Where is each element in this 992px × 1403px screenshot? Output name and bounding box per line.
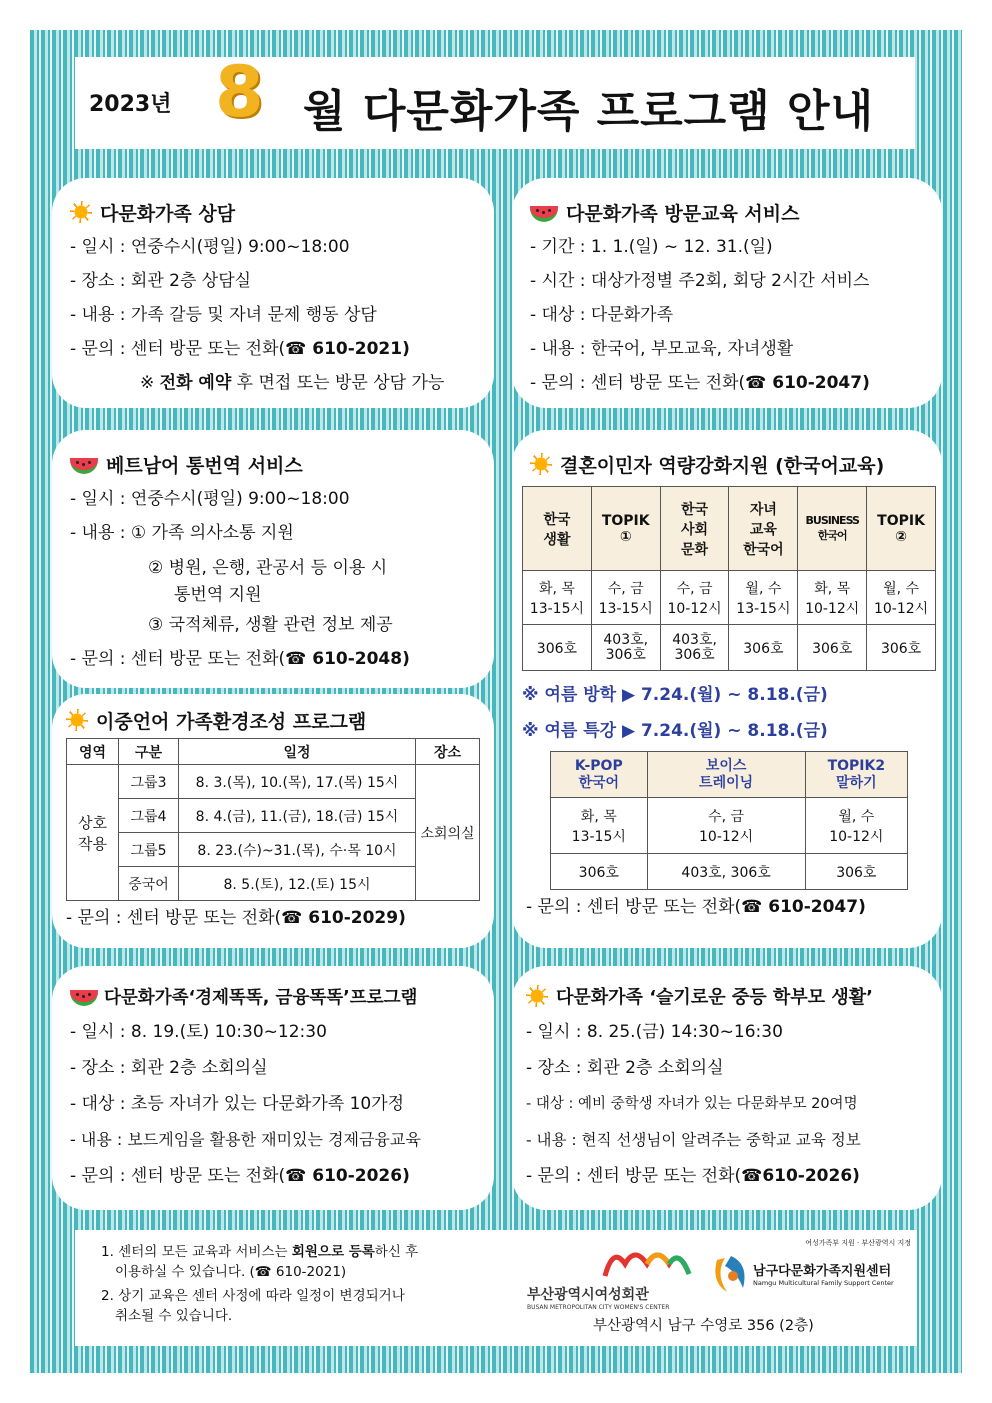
table-header: 보이스 트레이닝 bbox=[647, 752, 805, 798]
contact-phone: ☎ 610-2048) bbox=[285, 649, 410, 669]
table-cell: 중국어 bbox=[119, 867, 179, 901]
table-header: 자녀 교육 한국어 bbox=[729, 487, 798, 571]
contact-phone: ☎ 610-2047) bbox=[745, 373, 870, 393]
parents-item: - 대상 : 예비 중학생 자녀가 있는 다문화부모 20여명 bbox=[526, 1096, 858, 1112]
table-header: 영역 bbox=[67, 739, 119, 765]
visit-card bbox=[512, 178, 942, 408]
table-cell: 8. 3.(목), 10.(목), 17.(목) 15시 bbox=[179, 765, 416, 799]
contact-prefix: - 문의 : 센터 방문 또는 전화( bbox=[526, 897, 742, 917]
visit-item: - 내용 : 한국어, 부모교육, 자녀생활 bbox=[530, 339, 794, 359]
table-header: K-POP 한국어 bbox=[551, 752, 648, 798]
table-cell: 화, 목 13-15시 bbox=[551, 798, 648, 854]
contact-prefix: - 문의 : 센터 방문 또는 전화( bbox=[70, 339, 286, 359]
note-suffix: 후 면접 또는 방문 상담 가능 bbox=[231, 373, 445, 393]
title-text: 월 다문화가족 프로그램 안내 bbox=[303, 86, 875, 137]
contact-prefix: - 문의 : 센터 방문 또는 전화( bbox=[526, 1166, 742, 1186]
finance-item: - 내용 : 보드게임을 활용한 재미있는 경제금융교육 bbox=[70, 1130, 421, 1149]
counsel-item: - 일시 : 연중수시(평일) 9:00~18:00 bbox=[70, 237, 350, 257]
table-header: BUSINESS 한국어 bbox=[798, 487, 867, 571]
table-cell: 월, 수 10-12시 bbox=[805, 798, 907, 854]
parents-contact bbox=[526, 1158, 934, 1194]
parents-item: - 내용 : 현직 선생님이 알려주는 중학교 교육 정보 bbox=[526, 1131, 861, 1149]
table-cell: 화, 목 13-15시 bbox=[523, 571, 592, 625]
logo2-small: 여성가족부 지원 · 부산광역시 지정 bbox=[805, 1239, 911, 1247]
table-row bbox=[551, 854, 908, 890]
marriage-title: 결혼이민자 역량강화지원 (한국어교육) bbox=[560, 454, 885, 477]
counsel-card bbox=[52, 178, 494, 408]
contact-phone: ☎ 610-2021) bbox=[285, 339, 410, 359]
table-row bbox=[551, 798, 908, 854]
contact-prefix: - 문의 : 센터 방문 또는 전화( bbox=[530, 373, 746, 393]
watermelon-icon bbox=[70, 990, 98, 1006]
sun-icon bbox=[526, 985, 548, 1007]
table-header: TOPIK ① bbox=[591, 487, 660, 571]
table-cell: 403호, 306호 bbox=[591, 625, 660, 671]
parents-item: - 장소 : 회관 2층 소회의실 bbox=[526, 1058, 724, 1078]
contact-phone: ☎ 610-2047) bbox=[741, 897, 866, 917]
table-cell: 403호, 306호 bbox=[647, 854, 805, 890]
watermelon-icon bbox=[530, 206, 558, 222]
counsel-contact bbox=[70, 332, 474, 366]
table-row bbox=[523, 571, 936, 625]
bilingual-contact bbox=[66, 901, 480, 935]
logo2-text: 남구다문화가족지원센터 bbox=[753, 1263, 892, 1279]
finance-item: - 일시 : 8. 19.(토) 10:30~12:30 bbox=[70, 1022, 327, 1042]
footer-note: 이용하실 수 있습니다. (☎ 610-2021) bbox=[115, 1264, 347, 1280]
table-header: 구분 bbox=[119, 739, 179, 765]
table-header: 한국 사회 문화 bbox=[660, 487, 729, 571]
counsel-item: - 장소 : 회관 2층 상담실 bbox=[70, 271, 252, 291]
marriage-card bbox=[512, 430, 942, 948]
page-title bbox=[75, 51, 915, 149]
watermelon-icon bbox=[70, 458, 98, 474]
table-cell: 306호 bbox=[551, 854, 648, 890]
note-bold: 회원으로 등록 bbox=[291, 1244, 375, 1260]
bilingual-card bbox=[52, 694, 494, 948]
summer-special: ※ 여름 특강 ▶ 7.24.(월) ~ 8.18.(금) bbox=[522, 721, 828, 741]
finance-item: - 장소 : 회관 2층 소회의실 bbox=[70, 1058, 268, 1078]
counsel-item: - 내용 : 가족 갈등 및 자녀 문제 행동 상담 bbox=[70, 305, 377, 325]
sun-icon bbox=[66, 709, 88, 731]
visit-contact bbox=[530, 366, 922, 400]
table-row bbox=[67, 765, 480, 799]
parents-item: - 일시 : 8. 25.(금) 14:30~16:30 bbox=[526, 1022, 783, 1042]
table-header: 한국 생활 bbox=[523, 487, 592, 571]
table-header: 일정 bbox=[179, 739, 416, 765]
womens-center-logo bbox=[527, 1240, 697, 1312]
table-header-row bbox=[551, 752, 908, 798]
title-month: 8 bbox=[215, 51, 264, 133]
table-cell: 306호 bbox=[805, 854, 907, 890]
finance-card bbox=[52, 966, 494, 1210]
title-year: 2023년 bbox=[89, 92, 172, 117]
table-cell: 화, 목 10-12시 bbox=[798, 571, 867, 625]
logo2-en: Namgu Multicultural Family Support Center bbox=[753, 1278, 894, 1287]
area-cell: 상호 작용 bbox=[67, 765, 119, 901]
table-cell: 월, 수 13-15시 bbox=[729, 571, 798, 625]
note-bold: 전화 예약 bbox=[159, 373, 232, 393]
vietnam-title: 베트남어 통번역 서비스 bbox=[106, 454, 303, 477]
table-cell: 8. 4.(금), 11.(금), 18.(금) 15시 bbox=[179, 799, 416, 833]
vietnam-item: - 일시 : 연중수시(평일) 9:00~18:00 bbox=[70, 489, 350, 509]
parents-title: 다문화가족 ‘슬기로운 중등 학부모 생활’ bbox=[556, 987, 873, 1008]
vietnam-item: - 내용 : ① 가족 의사소통 지원 bbox=[70, 523, 294, 543]
bilingual-table bbox=[66, 738, 480, 901]
summer-vacation: ※ 여름 방학 ▶ 7.24.(월) ~ 8.18.(금) bbox=[522, 685, 828, 705]
contact-prefix: - 문의 : 센터 방문 또는 전화( bbox=[66, 908, 282, 928]
footer-notes bbox=[101, 1242, 521, 1326]
logo-graphic bbox=[527, 1240, 697, 1280]
finance-title: 다문화가족‘경제똑똑, 금융똑똑’프로그램 bbox=[104, 987, 418, 1008]
table-cell: 306호 bbox=[867, 625, 936, 671]
table-header: 장소 bbox=[416, 739, 480, 765]
counsel-title: 다문화가족 상담 bbox=[100, 202, 236, 225]
table-cell: 306호 bbox=[729, 625, 798, 671]
logo1-en: BUSAN METROPOLITAN CITY WOMEN'S CENTER bbox=[527, 1304, 670, 1311]
table-header: TOPIK2 말하기 bbox=[805, 752, 907, 798]
table-cell: 그룹3 bbox=[119, 765, 179, 799]
namgu-logo-icon bbox=[711, 1252, 749, 1294]
finance-item: - 대상 : 초등 자녀가 있는 다문화가족 10가정 bbox=[70, 1094, 405, 1114]
table-cell: 그룹5 bbox=[119, 833, 179, 867]
vietnam-sub: ② 병원, 은행, 관공서 등 이용 시 bbox=[148, 558, 388, 578]
contact-phone: ☎610-2026) bbox=[741, 1166, 860, 1186]
note-text: 하신 후 bbox=[374, 1244, 419, 1260]
visit-item: - 시간 : 대상가정별 주2회, 회당 2시간 서비스 bbox=[530, 271, 870, 291]
footer-note: 취소될 수 있습니다. bbox=[115, 1308, 233, 1324]
logo1-text: 부산광역시여성회관 bbox=[527, 1287, 649, 1303]
sun-icon bbox=[530, 453, 552, 475]
table-cell: 수, 금 10-12시 bbox=[647, 798, 805, 854]
vietnam-contact bbox=[70, 642, 474, 676]
finance-contact bbox=[70, 1158, 482, 1194]
visit-title: 다문화가족 방문교육 서비스 bbox=[566, 202, 800, 225]
table-cell: 월, 수 10-12시 bbox=[867, 571, 936, 625]
contact-phone: ☎ 610-2029) bbox=[281, 908, 406, 928]
bilingual-title: 이중언어 가족환경조성 프로그램 bbox=[96, 710, 367, 733]
place-cell: 소회의실 bbox=[416, 765, 480, 901]
namgu-center-logo bbox=[711, 1238, 911, 1310]
table-row bbox=[523, 625, 936, 671]
contact-prefix: - 문의 : 센터 방문 또는 전화( bbox=[70, 1166, 286, 1186]
table-header-row bbox=[67, 739, 480, 765]
table-cell: 8. 5.(토), 12.(토) 15시 bbox=[179, 867, 416, 901]
note-prefix: ※ bbox=[140, 373, 160, 393]
table-header: TOPIK ② bbox=[867, 487, 936, 571]
contact-prefix: - 문의 : 센터 방문 또는 전화( bbox=[70, 649, 286, 669]
vietnam-sub: ③ 국적체류, 생활 관련 정보 제공 bbox=[148, 615, 393, 635]
table-cell: 306호 bbox=[523, 625, 592, 671]
marriage-contact bbox=[522, 890, 932, 924]
sun-icon bbox=[70, 201, 92, 223]
contact-phone: ☎ 610-2026) bbox=[285, 1166, 410, 1186]
korean-class-table bbox=[522, 486, 936, 671]
visit-item: - 대상 : 다문화가족 bbox=[530, 305, 674, 325]
table-cell: 8. 23.(수)~31.(목), 수·목 10시 bbox=[179, 833, 416, 867]
visit-item: - 기간 : 1. 1.(일) ~ 12. 31.(일) bbox=[530, 237, 773, 257]
table-cell: 수, 금 13-15시 bbox=[591, 571, 660, 625]
vietnam-sub: 통번역 지원 bbox=[174, 585, 262, 605]
table-cell: 306호 bbox=[798, 625, 867, 671]
footer bbox=[75, 1230, 917, 1346]
footer-note bbox=[101, 1242, 521, 1262]
counsel-note bbox=[70, 366, 474, 400]
table-cell: 수, 금 10-12시 bbox=[660, 571, 729, 625]
table-cell: 그룹4 bbox=[119, 799, 179, 833]
note-text: 1. 센터의 모든 교육과 서비스는 bbox=[101, 1244, 292, 1260]
table-cell: 403호, 306호 bbox=[660, 625, 729, 671]
table-header-row bbox=[523, 487, 936, 571]
address: 부산광역시 남구 수영로 356 (2층) bbox=[593, 1318, 814, 1334]
vietnam-card bbox=[52, 430, 494, 688]
parents-card bbox=[512, 966, 942, 1210]
footer-note: 2. 상기 교육은 센터 사정에 따라 일정이 변경되거나 bbox=[101, 1288, 405, 1304]
special-class-table bbox=[550, 751, 908, 890]
